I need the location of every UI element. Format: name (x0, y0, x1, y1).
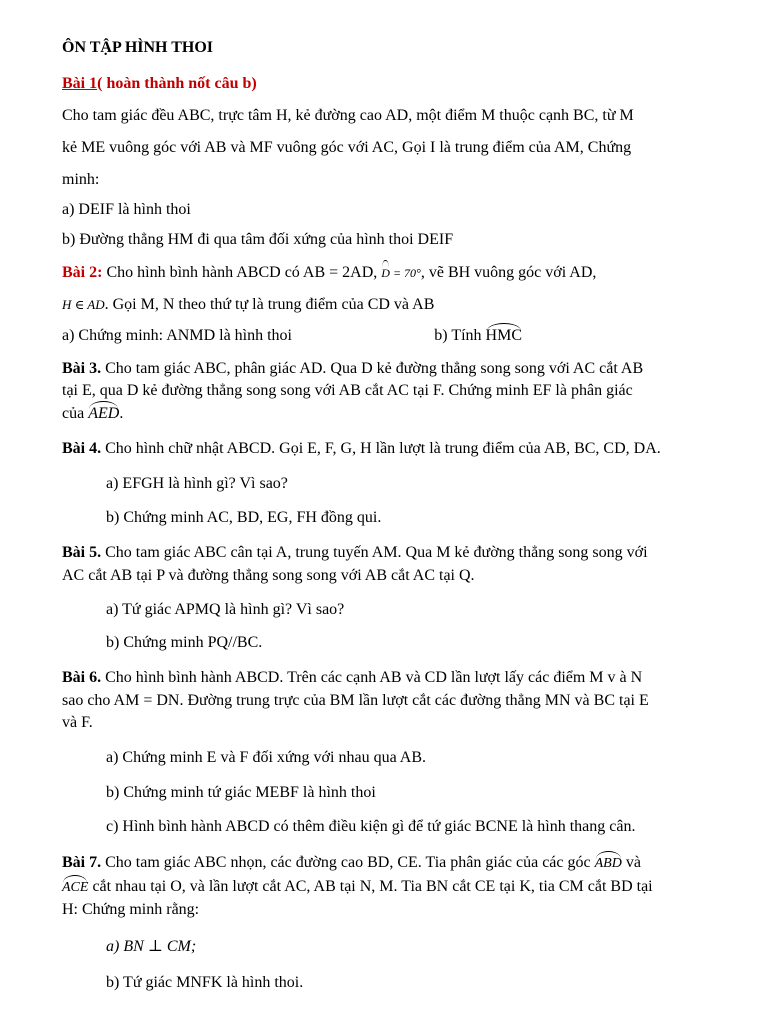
exercise-4-label: Bài 4. (62, 440, 102, 457)
exercise-2-part-b (434, 326, 522, 346)
exercise-1-line-3: minh: (62, 171, 100, 188)
angle-abd: ABD (595, 854, 622, 874)
exercise-3-label: Bài 3. (62, 360, 102, 377)
exercise-2-line-1 (62, 263, 596, 283)
exercise-2-text-a: Cho hình bình hành ABCD có AB = 2AD, (102, 264, 382, 281)
angle-ace: ACE (62, 878, 88, 898)
exercise-6-line-3: và F. (62, 714, 93, 731)
exercise-2-line-2 (62, 295, 434, 315)
exercise-6-part-b: b) Chứng minh tứ giác MEBF là hình thoi (106, 784, 376, 801)
exercise-1-line-2: kẻ ME vuông góc với AB và MF vuông góc với AC, Gọi I là trung điểm của AM, Chứng (62, 139, 632, 156)
exercise-1-part-a: a) DEIF là hình thoi (62, 201, 191, 218)
exercise-1-line-1: Cho tam giác đều ABC, trực tâm H, kẻ đường cao AD, một điểm M thuộc cạnh BC, từ M (62, 107, 634, 124)
exercise-2-text-c: . Gọi M, N theo thứ tự là trung điểm của CD và AB (104, 296, 435, 313)
exercise-3-text-1: Cho tam giác ABC, phân giác AD. Qua D kẻ đường thẳng song song với AC cắt AB (101, 360, 644, 377)
exercise-1-note: ( hoàn thành nốt câu b) (97, 75, 257, 92)
exercise-3-text-end: . (119, 405, 124, 422)
exercise-5-part-b: b) Chứng minh PQ//BC. (106, 634, 263, 651)
angle-aed: AED (88, 405, 120, 422)
exercise-7-text-1: Cho tam giác ABC nhọn, các đường cao BD, CE. Tia phân giác của các góc (101, 854, 595, 871)
exercise-7-label: Bài 7. (62, 854, 102, 871)
exercise-6-text-1: Cho hình bình hành ABCD. Trên các cạnh AB và CD lần lượt lấy các điểm M v à N (101, 669, 643, 686)
exercise-6-part-c: c) Hình bình hành ABCD có thêm điều kiện gì để tứ giác BCNE là hình thang cân. (106, 818, 636, 835)
exercise-7-line-3: H: Chứng minh rằng: (62, 901, 200, 918)
exercise-1-heading (62, 74, 257, 94)
exercise-7-part-b: b) Tứ giác MNFK là hình thoi. (106, 974, 304, 991)
exercise-4-text-1: Cho hình chữ nhật ABCD. Gọi E, F, G, H lần lượt là trung điểm của AB, BC, CD, DA. (101, 440, 661, 457)
exercise-5-text-1: Cho tam giác ABC cân tại A, trung tuyến AM. Qua M kẻ đường thẳng song song với (101, 544, 648, 561)
angle-hmc: HMC (485, 327, 522, 344)
angle-d-value: = 70° (389, 266, 421, 280)
exercise-2-part-a: a) Chứng minh: ANMD là hình thoi (62, 327, 292, 344)
exercise-7-line-1 (62, 853, 641, 874)
exercise-6-label: Bài 6. (62, 669, 102, 686)
exercise-7-line-2 (62, 877, 653, 898)
exercise-5-label: Bài 5. (62, 544, 102, 561)
exercise-6-part-a: a) Chứng minh E và F đối xứng với nhau qua AB. (106, 749, 427, 766)
page-title: ÔN TẬP HÌNH THOI (62, 39, 213, 56)
exercise-1-part-b: b) Đường thẳng HM đi qua tâm đối xứng của hình thoi DEIF (62, 231, 454, 248)
exercise-3-line-1 (62, 359, 643, 379)
h-in-ad: H ∈ AD (62, 297, 105, 312)
exercise-6-line-1 (62, 668, 642, 688)
exercise-7-text-2: cắt nhau tại O, và lần lượt cắt AC, AB tại N, M. Tia BN cắt CE tại K, tia CM cắt BD tại (88, 878, 653, 895)
exercise-4-line-1 (62, 439, 661, 459)
exercise-2-parts (62, 326, 522, 346)
exercise-4-part-a: a) EFGH là hình gì? Vì sao? (106, 475, 288, 492)
exercise-4-part-b: b) Chứng minh AC, BD, EG, FH đồng qui. (106, 509, 382, 526)
exercise-5-line-2: AC cắt AB tại P và đường thẳng song song với AB cắt AC tại Q. (62, 567, 475, 584)
exercise-6-line-2: sao cho AM = DN. Đường trung trực của BM lần lượt cắt các đường thẳng MN và BC tại E (62, 692, 649, 709)
exercise-1-label: Bài 1 (62, 75, 98, 92)
exercise-7-part-a: a) BN ⊥ CM; (106, 938, 197, 955)
exercise-2-part-b-text: b) Tính (434, 327, 486, 344)
exercise-5-part-a: a) Tứ giác APMQ là hình gì? Vì sao? (106, 601, 345, 618)
exercise-2-label: Bài 2: (62, 264, 103, 281)
exercise-7-text-1b: và (621, 854, 641, 871)
exercise-3-line-2: tại E, qua D kẻ đường thẳng song song với AB cắt AC tại F. Chứng minh EF là phân giác (62, 382, 633, 399)
exercise-5-line-1 (62, 543, 648, 563)
angle-d: D (381, 263, 390, 283)
exercise-3-text-3: của (62, 405, 89, 422)
exercise-2-text-b: , vẽ BH vuông góc với AD, (420, 264, 597, 281)
exercise-3-line-3 (62, 404, 123, 424)
